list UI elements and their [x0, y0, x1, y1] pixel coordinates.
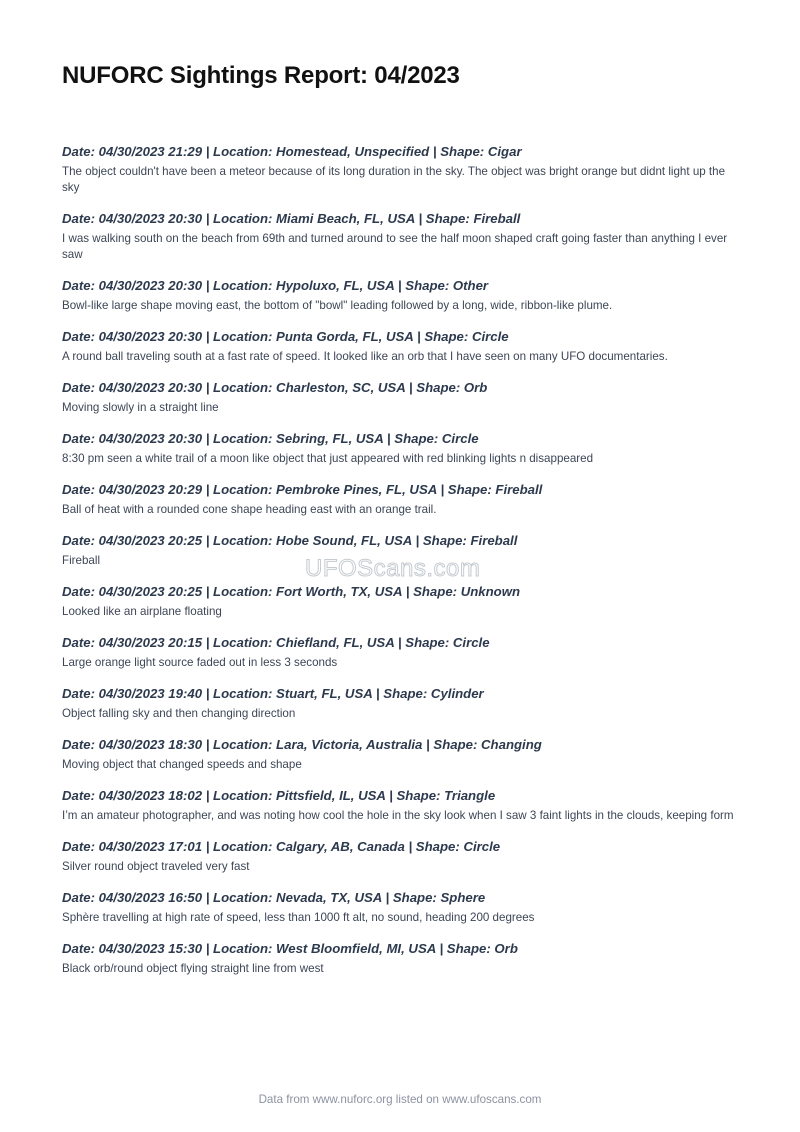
sighting-description: The object couldn't have been a meteor because of its long duration in the sky. The object was bright orange but didnt light up the sky	[62, 165, 726, 194]
sighting-entry	[62, 328, 742, 365]
sighting-description: I’m an amateur photographer, and was noting how cool the hole in the sky look when I saw 3 faint lights in the clouds, keeping form	[62, 809, 734, 822]
sighting-entry	[62, 838, 742, 875]
sighting-entry	[62, 210, 742, 263]
sighting-description: Moving object that changed speeds and shape	[62, 758, 302, 771]
sighting-description: Large orange light source faded out in less 3 seconds	[62, 656, 338, 669]
sighting-description: A round ball traveling south at a fast rate of speed. It looked like an orb that I have seen on many UFO documentaries.	[62, 350, 668, 363]
sighting-header: Date: 04/30/2023 19:40 | Location: Stuart, FL, USA | Shape: Cylinder	[62, 686, 484, 701]
sighting-description: I was walking south on the beach from 69th and turned around to see the half moon shaped craft going faster than anything I ever saw	[62, 232, 728, 261]
page-title: NUFORC Sightings Report: 04/2023	[62, 62, 460, 89]
sighting-entry	[62, 787, 742, 824]
sightings-list	[62, 143, 742, 991]
sighting-header: Date: 04/30/2023 18:30 | Location: Lara, Victoria, Australia | Shape: Changing	[62, 737, 542, 752]
sighting-header: Date: 04/30/2023 20:25 | Location: Hobe Sound, FL, USA | Shape: Fireball	[62, 533, 518, 548]
sighting-header: Date: 04/30/2023 20:15 | Location: Chiefland, FL, USA | Shape: Circle	[62, 635, 490, 650]
sighting-description: Fireball	[62, 554, 101, 567]
sighting-entry	[62, 379, 742, 416]
sighting-entry	[62, 532, 742, 569]
sighting-header: Date: 04/30/2023 20:30 | Location: Sebring, FL, USA | Shape: Circle	[62, 431, 479, 446]
sighting-header: Date: 04/30/2023 20:30 | Location: Miami Beach, FL, USA | Shape: Fireball	[62, 211, 521, 226]
sighting-entry	[62, 430, 742, 467]
sighting-entry	[62, 277, 742, 314]
sighting-description: Looked like an airplane floating	[62, 605, 222, 618]
sighting-description: Object falling sky and then changing direction	[62, 707, 296, 720]
sighting-description: Bowl-like large shape moving east, the bottom of "bowl" leading followed by a long, wide, ribbon-like plume.	[62, 299, 613, 312]
sighting-entry	[62, 634, 742, 671]
sighting-description: Silver round object traveled very fast	[62, 860, 250, 873]
sighting-entry	[62, 889, 742, 926]
page-footer: Data from www.nuforc.org listed on www.ufoscans.com	[258, 1093, 542, 1106]
sighting-description: Ball of heat with a rounded cone shape heading east with an orange trail.	[62, 503, 437, 516]
sighting-description: Black orb/round object flying straight line from west	[62, 962, 324, 975]
sighting-description: Sphère travelling at high rate of speed, less than 1000 ft alt, no sound, heading 200 degrees	[62, 911, 535, 924]
sighting-header: Date: 04/30/2023 15:30 | Location: West Bloomfield, MI, USA | Shape: Orb	[62, 941, 518, 956]
sighting-header: Date: 04/30/2023 20:30 | Location: Punta Gorda, FL, USA | Shape: Circle	[62, 329, 509, 344]
sighting-description: Moving slowly in a straight line	[62, 401, 219, 414]
sighting-header: Date: 04/30/2023 20:30 | Location: Hypoluxo, FL, USA | Shape: Other	[62, 278, 489, 293]
sighting-header: Date: 04/30/2023 17:01 | Location: Calgary, AB, Canada | Shape: Circle	[62, 839, 501, 854]
sighting-header: Date: 04/30/2023 18:02 | Location: Pittsfield, IL, USA | Shape: Triangle	[62, 788, 496, 803]
sighting-description: 8:30 pm seen a white trail of a moon like object that just appeared with red blinking lights n disappeared	[62, 452, 594, 465]
sighting-header: Date: 04/30/2023 20:30 | Location: Charleston, SC, USA | Shape: Orb	[62, 380, 488, 395]
sighting-header: Date: 04/30/2023 16:50 | Location: Nevada, TX, USA | Shape: Sphere	[62, 890, 486, 905]
sighting-entry	[62, 481, 742, 518]
watermark-logo: UFOScans.com	[305, 555, 481, 582]
sighting-entry	[62, 583, 742, 620]
sighting-entry	[62, 940, 742, 977]
sighting-entry	[62, 685, 742, 722]
sighting-entry	[62, 143, 742, 196]
sighting-header: Date: 04/30/2023 21:29 | Location: Homestead, Unspecified | Shape: Cigar	[62, 144, 522, 159]
sighting-header: Date: 04/30/2023 20:29 | Location: Pembroke Pines, FL, USA | Shape: Fireball	[62, 482, 543, 497]
sighting-header: Date: 04/30/2023 20:25 | Location: Fort Worth, TX, USA | Shape: Unknown	[62, 584, 521, 599]
sighting-entry	[62, 736, 742, 773]
